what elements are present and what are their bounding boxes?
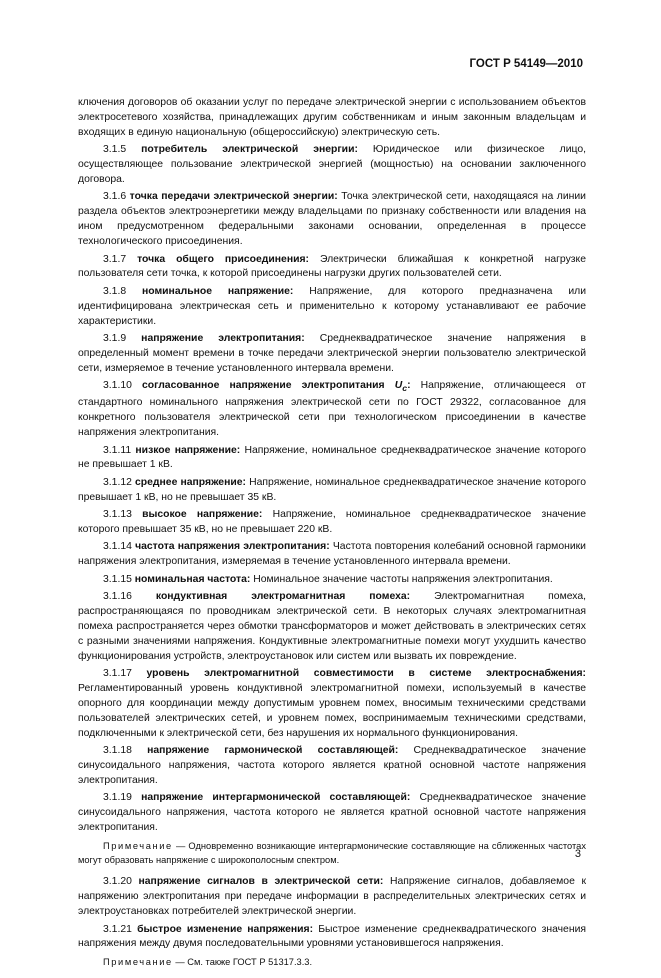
term-title: точка общего присоединения: <box>137 253 310 265</box>
term-definition: Среднеквадратическое значение напряжения в определенный момент времени в точке передачи электрической энергии пользователю электрической сети, измеряемое в течение установленного интервала времени. <box>78 333 586 374</box>
term-paragraph <box>78 143 586 188</box>
term-paragraph <box>78 923 586 953</box>
note-text: — Одновременно возникающие интергармонические составляющие на сближенных частотах могут образовать напряжение с широкополосным спектром. <box>78 841 586 865</box>
term-paragraph <box>78 379 586 441</box>
terms-list-continued <box>78 875 586 952</box>
term-title: уровень электромагнитной совместимости в системе электроснабжения: <box>146 668 586 680</box>
term-symbol <box>394 380 408 394</box>
term-paragraph <box>78 875 586 920</box>
term-title: согласованное напряжение электропитания <box>142 380 385 392</box>
term-number: 3.1.12 <box>103 476 132 488</box>
term-number: 3.1.21 <box>103 923 132 935</box>
term-definition: Среднеквадратическое значение синусоидального напряжения, частота которого является кратной основной частоте напряжения электропитания. <box>78 745 586 787</box>
term-title: среднее напряжение: <box>135 476 246 488</box>
term-definition: Напряжение, отличающееся от стандартного номинального напряжения электрической сети по ГОСТ 29322, согласованное для конкретного пользователя электрической сети при технологическом присоединении в качестве напряжения электропитания. <box>78 380 587 439</box>
term-number: 3.1.10 <box>103 380 132 392</box>
term-title: точка передачи электрической энергии: <box>129 191 338 203</box>
symbol-colon: : <box>407 380 411 392</box>
term-title: напряжение интергармонической составляющей: <box>141 792 411 804</box>
term-paragraph <box>78 508 586 538</box>
term-definition: Номинальное значение частоты напряжения электропитания. <box>250 573 553 585</box>
note-paragraph <box>78 840 586 867</box>
term-number: 3.1.5 <box>103 144 127 156</box>
term-paragraph <box>78 190 586 250</box>
term-definition: Напряжение, номинальное среднеквадратическое значение которого превышает 1 кВ, но не превышает 35 кВ. <box>78 476 586 503</box>
term-paragraph <box>78 744 586 789</box>
term-paragraph <box>78 285 586 330</box>
term-definition: Юридическое или физическое лицо, осуществляющее пользование электрической энергией (мощностью) на основании заключенного договора. <box>78 144 587 186</box>
term-title: номинальное напряжение: <box>142 285 294 297</box>
term-paragraph <box>78 791 586 836</box>
note-label: Примечание <box>103 957 173 968</box>
terms-list <box>78 143 586 836</box>
note-text: — См. также ГОСТ Р 51317.3.3. <box>172 957 313 968</box>
term-paragraph <box>78 590 586 665</box>
term-number: 3.1.7 <box>103 253 127 265</box>
term-definition: Напряжение, номинальное среднеквадратическое значение которого не превышает 1 кВ. <box>78 444 586 471</box>
term-number: 3.1.18 <box>103 745 132 757</box>
term-number: 3.1.15 <box>103 573 132 585</box>
term-title: кондуктивная электромагнитная помеха: <box>155 591 411 603</box>
term-definition: Напряжение, номинальное среднеквадратическое значение которого превышает 35 кВ, но не превышает 220 кВ. <box>78 509 587 536</box>
term-title: напряжение сигналов в электрической сети: <box>138 876 384 888</box>
term-number: 3.1.16 <box>103 591 132 603</box>
term-definition: Напряжение, для которого предназначена или идентифицирована электрическая сеть и применительно к которому устанавливают ее рабочие характеристики. <box>78 285 586 327</box>
term-number: 3.1.9 <box>103 333 127 345</box>
term-definition: Электромагнитная помеха, распространяющаяся по проводникам электрической сети. В некоторых случаях электромагнитная помеха распространяется через обмотки трансформаторов и может действовать в электрических сетях с разными значениями напряжения. Кондуктивные электромагнитные помехи могут ухудшить качество функционирования устройств, электроустановок или систем или вызвать их повреждение. <box>78 591 587 662</box>
term-title: напряжение гармонической составляющей: <box>147 745 399 757</box>
term-number: 3.1.6 <box>103 191 127 203</box>
term-paragraph <box>78 573 586 588</box>
term-number: 3.1.19 <box>103 792 132 804</box>
intro-paragraph: ключения договоров об оказании услуг по передаче электрической энергии с использованием объектов электросетевого хозяйства, принадлежащих другим собственникам и иным законным владельцам и входящих в единую национальную (общероссийскую) электрическую сеть. <box>78 97 586 138</box>
term-definition: Электрически ближайшая к конкретной нагрузке пользователя сети точка, к которой присоединены нагрузки других пользователей сети. <box>78 253 586 280</box>
term-title: низкое напряжение: <box>135 444 241 456</box>
term-title: номинальная частота: <box>134 573 251 585</box>
term-number: 3.1.14 <box>103 541 132 553</box>
term-paragraph <box>78 667 586 742</box>
term-title: частота напряжения электропитания: <box>135 541 330 553</box>
term-definition: Регламентированный уровень кондуктивной электромагнитной помехи, используемый в качестве опорного для координации между допустимым уровнем помех, вносимым техническими средствами пользователей электрических сетей, и уровнем помех, воспринимаемым техническими средствами, подключенными к электрической сети, без нарушения их нормального функционирования. <box>78 683 586 739</box>
term-number: 3.1.11 <box>103 444 132 456</box>
page-number: 3 <box>574 848 581 860</box>
term-title: напряжение электропитания: <box>141 333 305 345</box>
term-number: 3.1.20 <box>103 876 132 888</box>
note-label: Примечание <box>103 841 173 852</box>
term-definition: Частота повторения колебаний основной гармоники напряжения электропитания, измеряемая в течение установленного интервала времени. <box>78 541 586 568</box>
term-paragraph <box>78 444 586 474</box>
symbol-subscript: c <box>402 383 408 394</box>
document-body <box>78 96 586 978</box>
term-title: высокое напряжение: <box>142 509 263 521</box>
symbol-letter: U <box>394 380 403 392</box>
term-definition: Напряжение сигналов, добавляемое к напряжению электропитания при передаче информации в распределительных электрических сетях и электроустановках потребителей электрической энергии. <box>78 876 586 918</box>
term-paragraph <box>78 253 586 283</box>
term-number: 3.1.8 <box>103 285 127 297</box>
term-number: 3.1.13 <box>103 509 132 521</box>
document-code: ГОСТ Р 54149—2010 <box>469 58 583 70</box>
term-paragraph <box>78 476 586 506</box>
term-definition: Быстрое изменение среднеквадратического значения напряжения между двумя последовательными уровнями установившегося напряжения. <box>78 923 587 950</box>
term-number: 3.1.17 <box>103 668 132 680</box>
term-title: потребитель электрической энергии: <box>141 144 358 156</box>
note-paragraph <box>78 956 586 970</box>
term-definition: Среднеквадратическое значение синусоидального напряжения, частота которого не является кратной основной частоте напряжения электропитания. <box>78 792 587 834</box>
term-paragraph <box>78 332 586 377</box>
term-definition: Точка электрической сети, находящаяся на линии раздела объектов электроэнергетики между владельцами по признаку собственности или владения на ином предусмотренном федеральными законами основании, определенная в процессе технологического присоединения. <box>78 191 586 248</box>
term-title: быстрое изменение напряжения: <box>137 923 314 935</box>
term-paragraph <box>78 540 586 570</box>
